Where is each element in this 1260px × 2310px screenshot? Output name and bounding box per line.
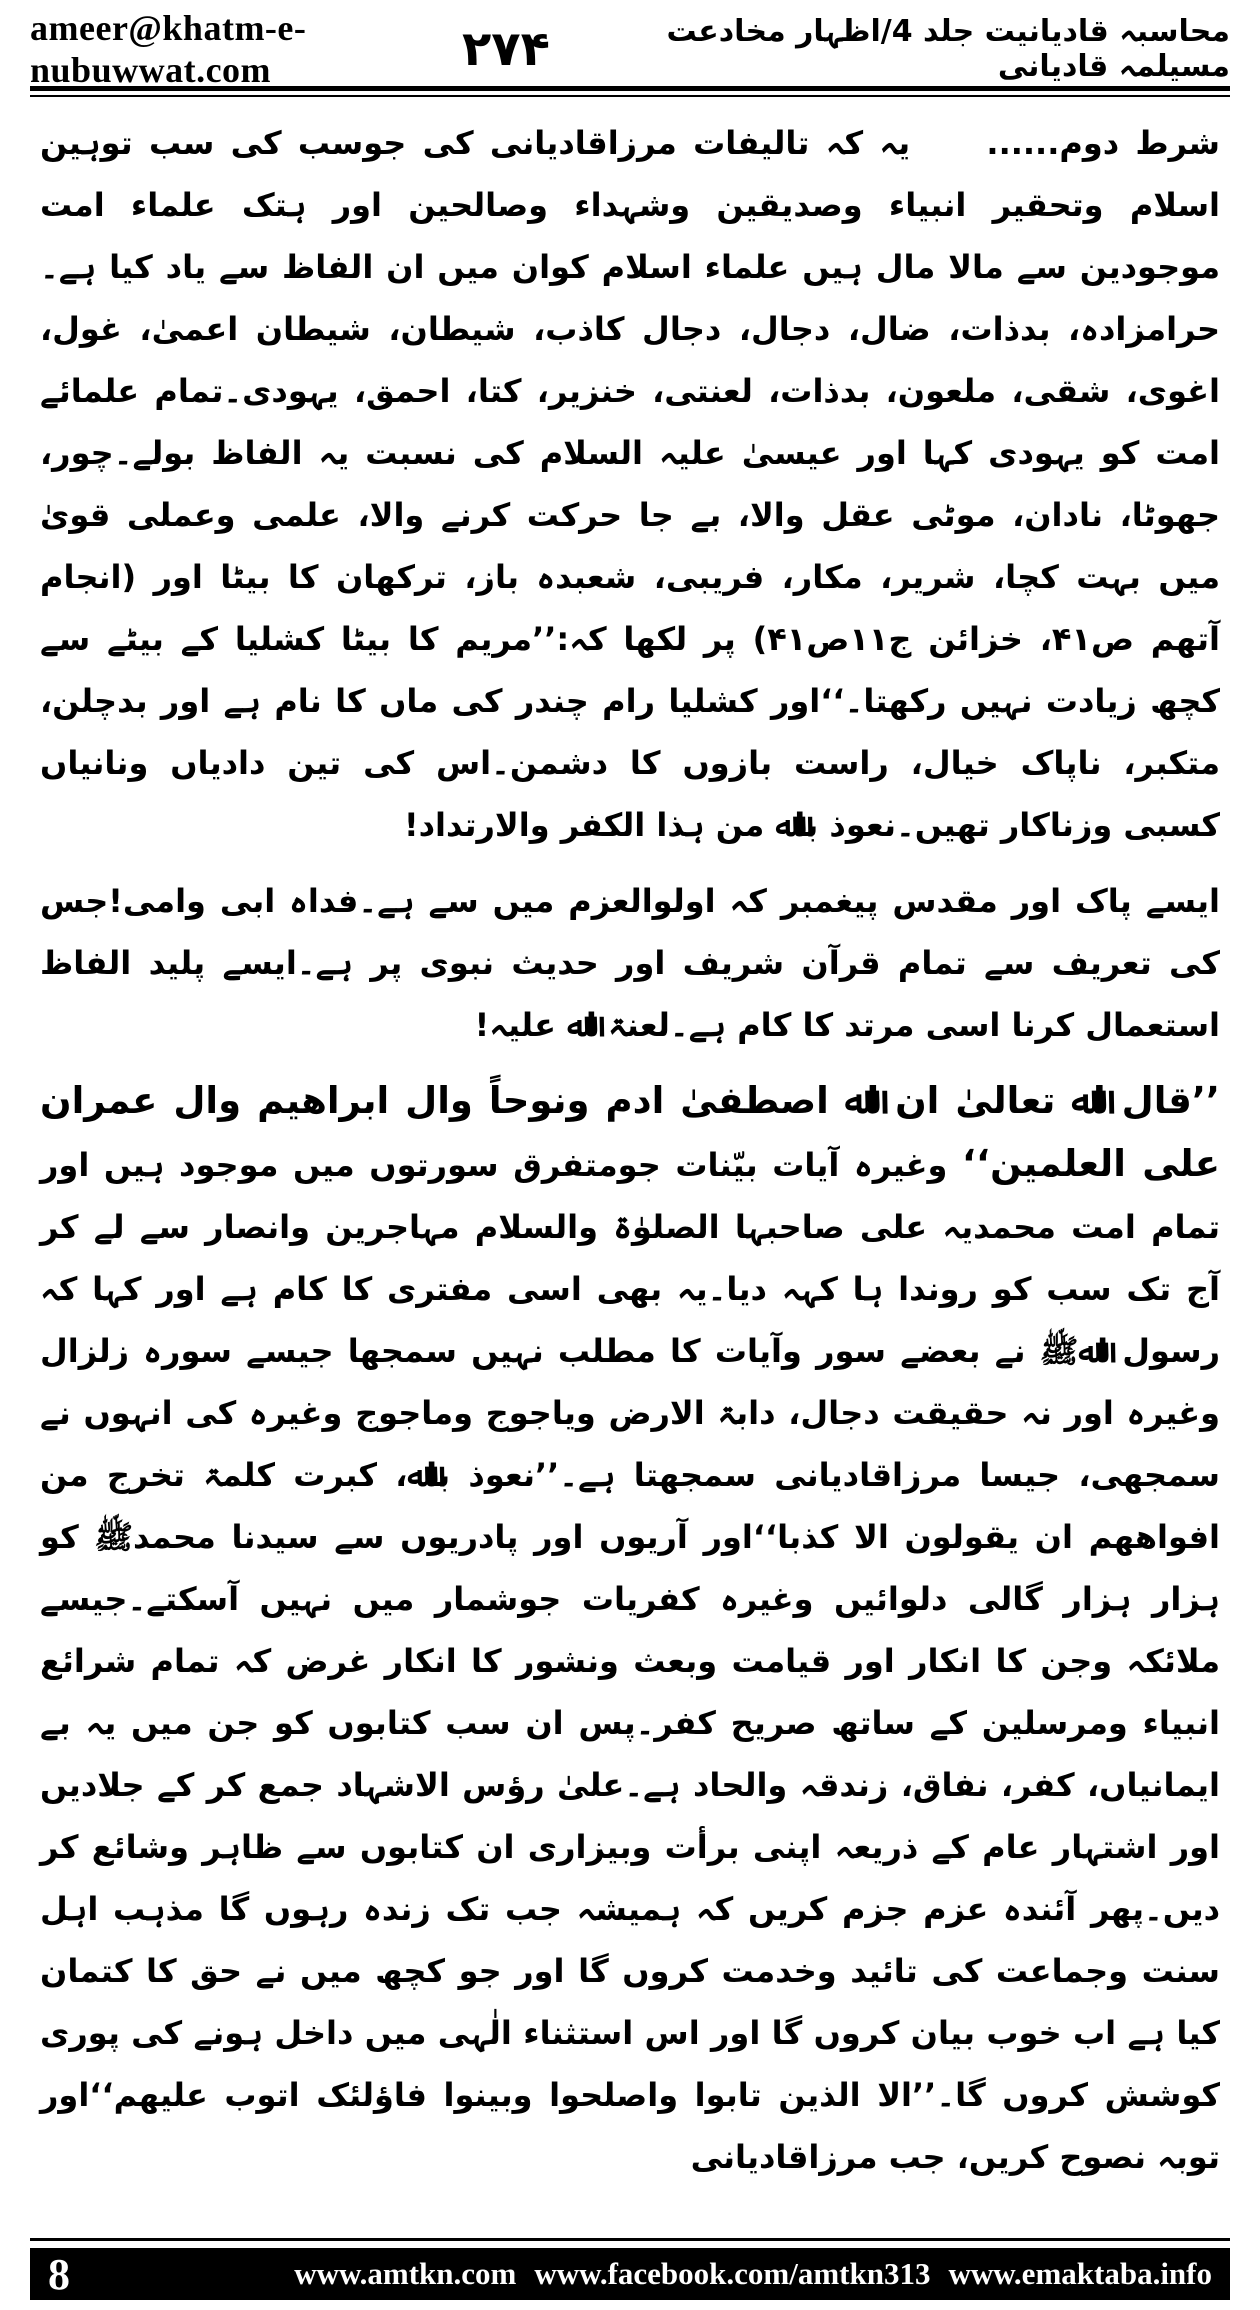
paragraph-1-text: یہ کہ تالیفات مرزاقادیانی کی جوسب کی سب توہین اسلام وتحقیر انبیاء وصدیقین وشہداء وصالحین اور ہتک علماء امت موجودین سے مالا مال ہیں علماء اسلام کوان میں ان الفاظ سے یاد کیا ہے۔حرامزادہ، بدذات، ضال، دجال، دجال کاذب، شیطان، شیطان اعمیٰ، غول، اغوی، شقی، ملعون، بدذات، لعنتی، خنزیر، کتا، احمق، یہودی۔تمام علمائے امت کو یہودی کہا اور عیسیٰ علیہ السلام کی نسبت یہ الفاظ بولے۔چور، جھوٹا، نادان، موٹی عقل والا، بے جا حرکت کرنے والا، علمی وعملی قویٰ میں بہت کچا، شریر، مکار، فریبی، شعبدہ باز، ترکھان کا بیٹا اور (انجام آتھم ص۴۱، خزائن ج۱۱ص۴۱) پر لکھا کہ:’’مریم کا بیٹا کشلیا کے بیٹے سے کچھ زیادت نہیں رکھتا۔‘‘اور کشلیا رام چندر کی ماں کا نام ہے اور بدچلن، متکبر، ناپاک خیال، راست بازوں کا دشمن۔اس کی تین دادیاں ونانیاں کسبی وزناکار تھیں۔نعوذ باﷲ من ہذا الکفر والارتداد! bbox=[40, 124, 1220, 844]
running-title: محاسبہ قادیانیت جلد 4/اظہار مخادعت مسیلمہ قادیانی bbox=[666, 14, 1230, 84]
footer-link-facebook[interactable]: www.facebook.com/amtkn313 bbox=[534, 2256, 931, 2291]
footer-divider bbox=[30, 2238, 1230, 2241]
paragraph-2-text: ایسے پاک اور مقدس پیغمبر کہ اولوالعزم میں سے ہے۔فداہ ابی وامی!جس کی تعریف سے تمام قرآن شریف اور حدیث نبوی پر ہے۔ایسے پلید الفاظ استعمال کرنا اسی مرتد کا کام ہے۔لعنۃ اﷲ علیہ! bbox=[40, 882, 1220, 1044]
paragraph-3 bbox=[40, 1070, 1220, 2188]
quranic-quote: ’’قال اﷲ تعالیٰ ان اﷲ اصطفیٰ ادم ونوحاً وال ابراھیم وال عمران علی العلمین‘‘ bbox=[40, 1079, 1221, 1185]
section-label: شرط دوم...... bbox=[986, 124, 1221, 162]
footer-link-emaktaba[interactable]: www.emaktaba.info bbox=[948, 2256, 1212, 2291]
page-number: ۲۷۴ bbox=[461, 21, 550, 77]
header-right-group bbox=[462, 14, 1230, 84]
paragraph-3-text: وغیرہ آیات بیّنات جومتفرق سورتوں میں موجود ہیں اور تمام امت محمدیہ علی صاحبہا الصلوٰۃ والسلام مہاجرین وانصار سے لے کر آج تک سب کو روندا ہا کہہ دیا۔یہ بھی اسی مفتری کا کام ہے اور کہا کہ رسول اﷲﷺ نے بعضے سور وآیات کا مطلب نہیں سمجھا جیسے سورہ زلزال وغیرہ اور نہ حقیقت دجال، دابۃ الارض ویاجوج وماجوج وغیرہ کی انہوں نے سمجھی، جیسا مرزاقادیانی سمجھتا ہے۔’’نعوذ باﷲ، کبرت کلمۃ تخرج من افواھھم ان یقولون الا کذبا‘‘اور آریوں اور پادریوں سے سیدنا محمدﷺ کو ہزار ہزار گالی دلوائیں وغیرہ کفریات جوشمار میں نہیں آسکتے۔جیسے ملائکہ وجن کا انکار اور قیامت وبعث ونشور کا انکار غرض کہ تمام شرائع انبیاء ومرسلین کے ساتھ صریح کفر۔پس ان سب کتابوں کو جن میں یہ بے ایمانیاں، کفر، نفاق، زندقہ والحاد ہے۔علیٰ رؤس الاشہاد جمع کر کے جلادیں اور اشتہار عام کے ذریعہ اپنی برأت وبیزاری ان کتابوں سے ظاہر وشائع کر دیں۔پھر آئندہ عزم جزم کریں کہ ہمیشہ جب تک زندہ رہوں گا مذہب اہل سنت وجماعت کی تائید وخدمت کروں گا اور جو کچھ میں نے حق کا کتمان کیا ہے اب خوب بیان کروں گا اور اس استثناء الٰہی میں داخل ہونے کی پوری کوشش کروں گا۔’’الا الذین تابوا واصلحوا وبینوا فاؤلئک اتوب علیھم‘‘اور توبہ نصوح کریں، جب مرزاقادیانی bbox=[40, 1146, 1220, 2176]
header-email[interactable]: ameer@khatm-e-nubuwwat.com bbox=[30, 8, 307, 90]
paragraph-2 bbox=[40, 870, 1220, 1056]
folio-number: 8 bbox=[48, 2249, 70, 2299]
page-footer bbox=[30, 2248, 1230, 2300]
page-header bbox=[30, 8, 1230, 90]
header-divider bbox=[30, 86, 1230, 97]
page-body bbox=[40, 112, 1220, 2212]
footer-links bbox=[294, 2256, 1212, 2292]
paragraph-1 bbox=[40, 112, 1220, 856]
footer-link-amtkn[interactable]: www.amtkn.com bbox=[294, 2256, 517, 2291]
